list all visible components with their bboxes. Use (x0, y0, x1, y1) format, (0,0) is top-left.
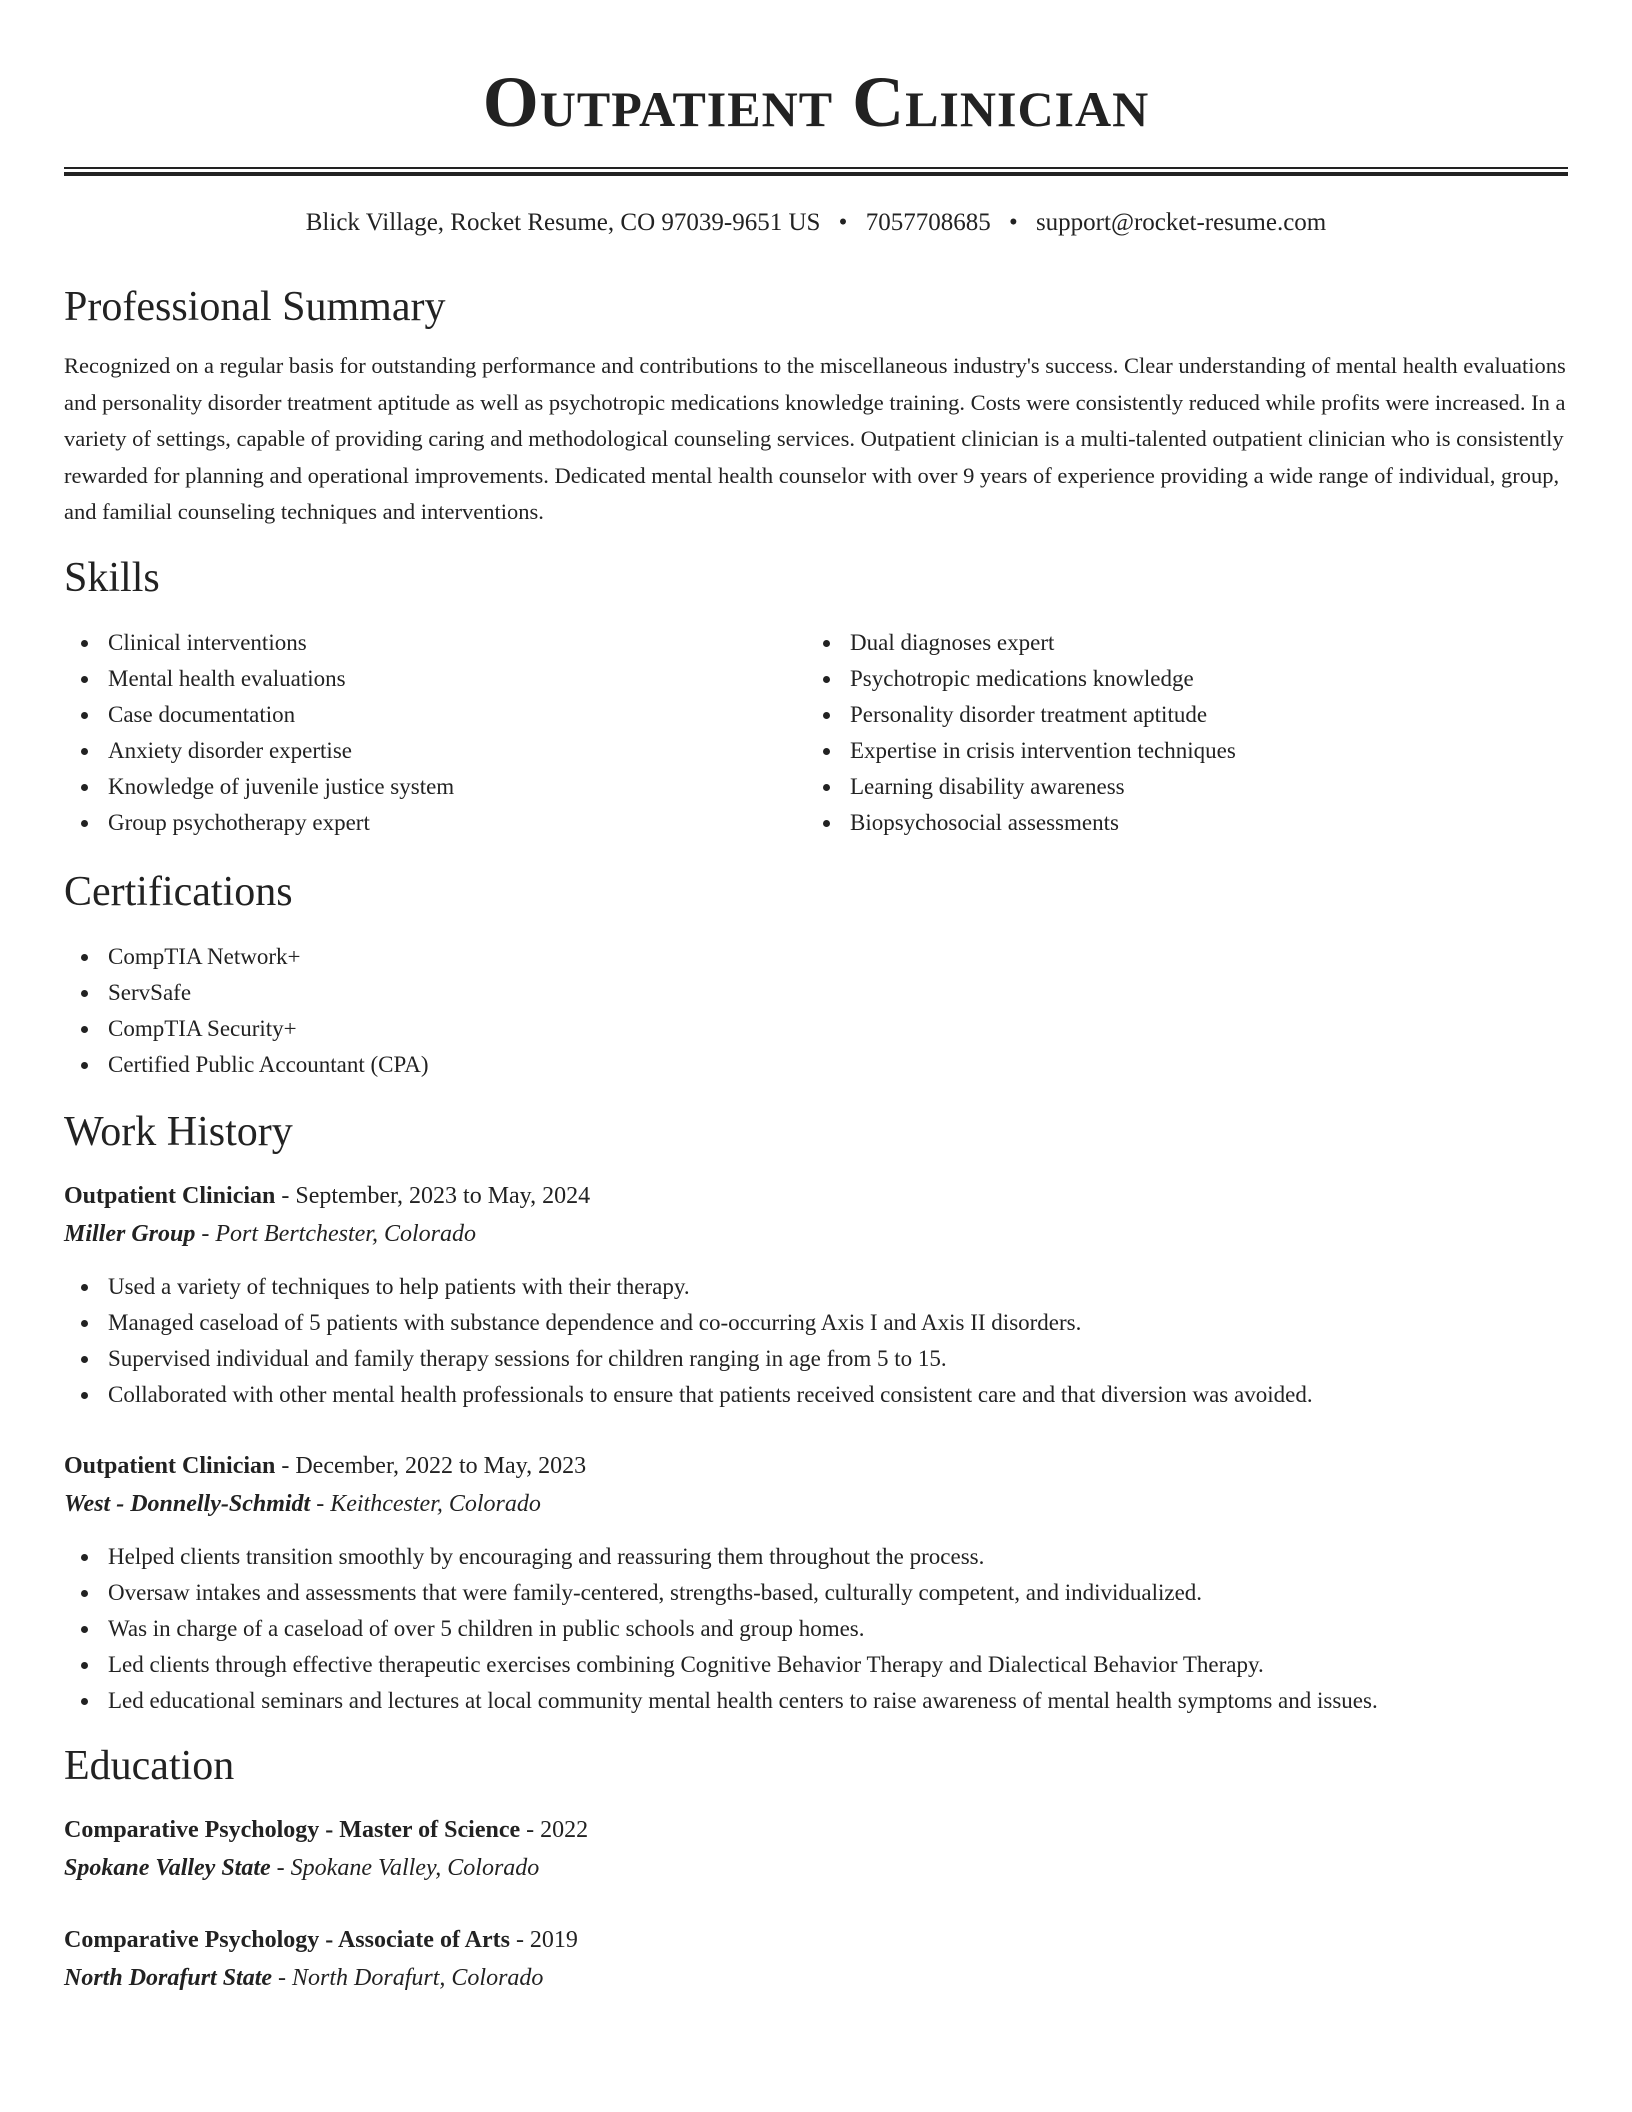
job-bullet: Collaborated with other mental health professionals to ensure that patients received consistent care and that diversion was avoided. (64, 1377, 1568, 1413)
job-location: - Keithcester, Colorado (310, 1490, 541, 1517)
education-year: - 2019 (509, 1926, 578, 1953)
section-heading: Skills (64, 554, 160, 601)
professional-summary-section (64, 282, 1568, 531)
header-divider (64, 167, 1568, 176)
section-heading: Professional Summary (64, 284, 446, 330)
skill-item: Dual diagnoses expert (806, 625, 1548, 661)
job-bullet: Led clients through effective therapeutic exercises combining Cognitive Behavior Therapy and Dialectical Behavior Therapy. (64, 1647, 1568, 1683)
job-bullet: Helped clients transition smoothly by encouraging and reassuring them throughout the process. (64, 1539, 1568, 1575)
job-bullet: Managed caseload of 5 patients with substance dependence and co-occurring Axis I and Axis II disorders. (64, 1305, 1568, 1341)
job-dates: - December, 2022 to May, 2023 (275, 1452, 587, 1479)
education-degree-line (64, 1921, 1568, 1959)
job-entry (64, 1447, 1568, 1719)
education-entry (64, 1811, 1568, 1887)
section-heading: Work History (64, 1108, 293, 1155)
contact-email: support@rocket-resume.com (1035, 209, 1327, 236)
skill-item: Anxiety disorder expertise (64, 733, 806, 769)
job-title: Outpatient Clinician (64, 1452, 276, 1479)
certifications-section (64, 867, 1568, 1083)
candidate-name: Outpatient Clinician (482, 62, 1150, 142)
skill-item: Biopsychosocial assessments (806, 805, 1548, 841)
skill-item: Clinical interventions (64, 625, 806, 661)
certifications-list (64, 939, 1568, 1083)
skill-item: Mental health evaluations (64, 661, 806, 697)
job-bullets (64, 1269, 1568, 1413)
job-bullets (64, 1539, 1568, 1719)
job-bullet: Was in charge of a caseload of over 5 children in public schools and group homes. (64, 1611, 1568, 1647)
summary-text: Recognized on a regular basis for outstanding performance and contributions to the miscellaneous industry's success. Clear understanding of mental health evaluations and personality disorder treatment aptitude as well as psychotropic medications knowledge training. Costs were consistently reduced while profits were increased. In a variety of settings, capable of providing caring and methodological counseling services. Outpatient clinician is a multi-talented outpatient clinician who is consistently rewarded for planning and operational improvements. Dedicated mental health counselor with over 9 years of experience providing a wide range of individual, group, and familial counseling techniques and interventions. (64, 353, 1566, 524)
section-heading: Education (64, 1742, 235, 1789)
skill-item: Expertise in crisis intervention techniques (806, 733, 1548, 769)
education-school-line (64, 1959, 1568, 1997)
job-bullet: Led educational seminars and lectures at local community mental health centers to raise awareness of mental health symptoms and issues. (64, 1683, 1568, 1719)
certification-item: CompTIA Security+ (64, 1011, 1568, 1047)
job-employer-line (64, 1485, 1568, 1523)
education-degree: Comparative Psychology - Master of Science (64, 1816, 521, 1843)
job-bullet: Supervised individual and family therapy sessions for children ranging in age from 5 to 15. (64, 1341, 1568, 1377)
certification-item: CompTIA Network+ (64, 939, 1568, 975)
education-school: North Dorafurt State (64, 1964, 273, 1991)
job-bullet: Used a variety of techniques to help patients with their therapy. (64, 1269, 1568, 1305)
education-school-line (64, 1849, 1568, 1887)
education-degree-line (64, 1811, 1568, 1849)
skill-item: Learning disability awareness (806, 769, 1548, 805)
education-entry (64, 1921, 1568, 1997)
skills-section (64, 553, 1568, 841)
education-location: - Spokane Valley, Colorado (270, 1854, 540, 1881)
job-company: Miller Group (64, 1220, 196, 1247)
contact-phone: 7057708685 (865, 209, 991, 236)
contact-address: Blick Village, Rocket Resume, CO 97039-9651 US (305, 209, 821, 236)
job-location: - Port Bertchester, Colorado (195, 1220, 476, 1247)
skill-item: Case documentation (64, 697, 806, 733)
skill-item: Group psychotherapy expert (64, 805, 806, 841)
contact-separator: • (1008, 209, 1018, 236)
certification-item: Certified Public Accountant (CPA) (64, 1047, 1568, 1083)
education-year: - 2022 (520, 1816, 589, 1843)
education-school: Spokane Valley State (64, 1854, 271, 1881)
job-dates: - September, 2023 to May, 2024 (275, 1182, 591, 1209)
contact-line (64, 208, 1568, 238)
education-section (64, 1741, 1568, 1997)
job-employer-line (64, 1215, 1568, 1253)
job-title-line (64, 1177, 1568, 1215)
job-entry (64, 1177, 1568, 1413)
job-title-line (64, 1447, 1568, 1485)
skills-grid (64, 625, 1568, 841)
skill-item: Psychotropic medications knowledge (806, 661, 1548, 697)
section-heading: Certifications (64, 868, 293, 915)
education-degree: Comparative Psychology - Associate of Arts (64, 1926, 510, 1953)
work-history-section (64, 1107, 1568, 1719)
job-bullet: Oversaw intakes and assessments that were family-centered, strengths-based, culturally competent, and individualized. (64, 1575, 1568, 1611)
job-company: West - Donnelly-Schmidt (64, 1490, 311, 1517)
job-title: Outpatient Clinician (64, 1182, 276, 1209)
certification-item: ServSafe (64, 975, 1568, 1011)
skill-item: Knowledge of juvenile justice system (64, 769, 806, 805)
skills-column-right (806, 625, 1548, 841)
education-location: - North Dorafurt, Colorado (272, 1964, 544, 1991)
skill-item: Personality disorder treatment aptitude (806, 697, 1548, 733)
contact-separator: • (838, 209, 848, 236)
skills-column-left (64, 625, 806, 841)
